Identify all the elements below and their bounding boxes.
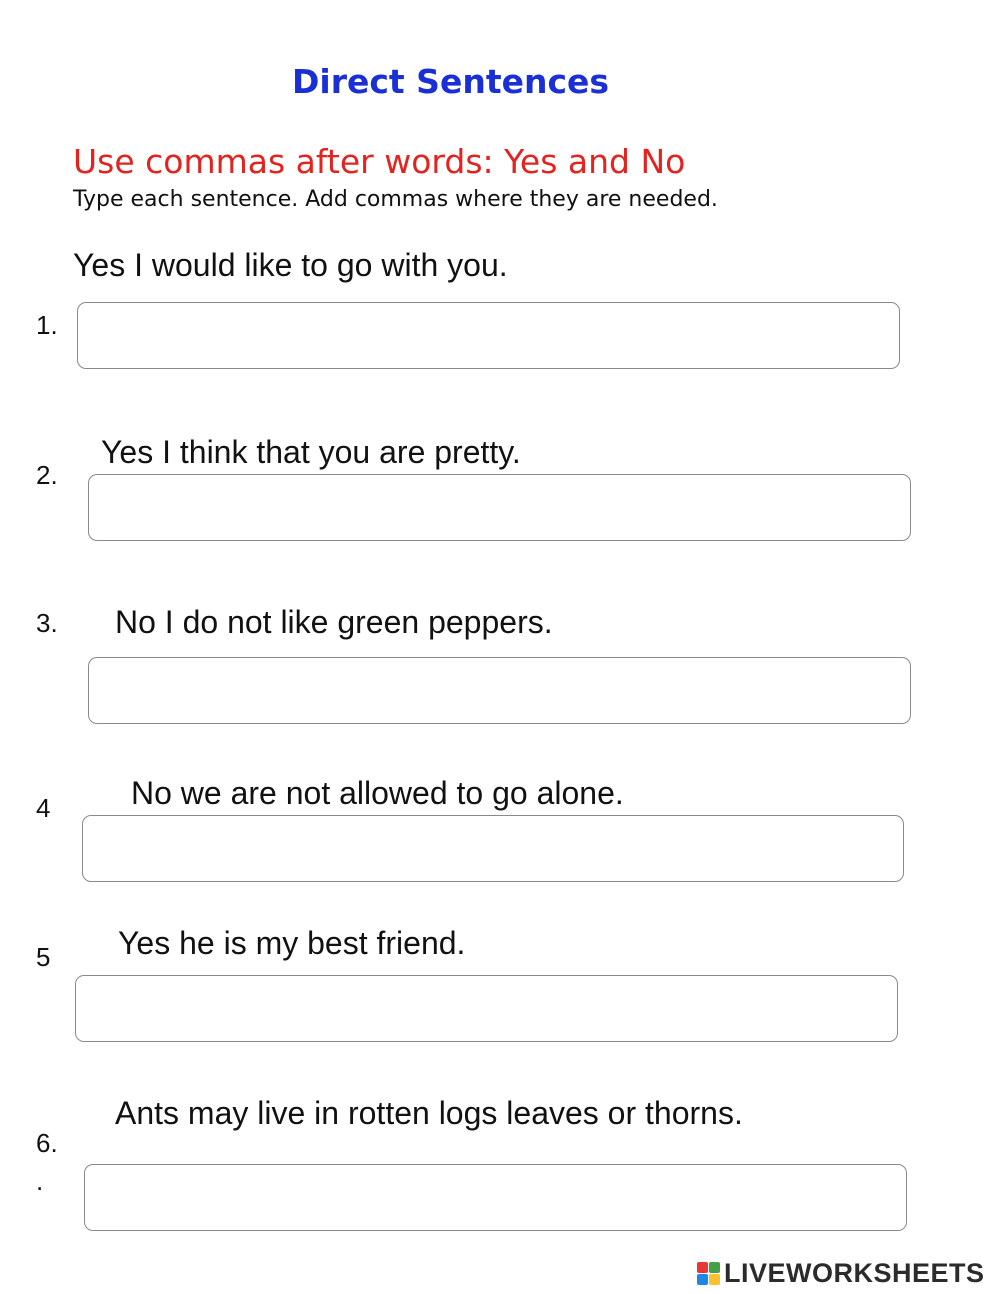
logo-text: LIVEWORKSHEETS <box>724 1258 985 1288</box>
answer-input-2[interactable] <box>88 474 911 541</box>
worksheet-subtitle: Use commas after words: Yes and No <box>73 142 686 181</box>
answer-input-4[interactable] <box>82 815 904 882</box>
logo-square-blue <box>697 1274 708 1285</box>
worksheet-title: Direct Sentences <box>292 62 610 101</box>
item-number-1: 1. <box>36 310 58 340</box>
item-number-3: 3. <box>36 608 58 638</box>
answer-input-1[interactable] <box>77 302 900 369</box>
item-number-2: 2. <box>36 460 58 490</box>
sentence-5: Yes he is my best friend. <box>118 925 466 961</box>
logo-square-green <box>709 1262 720 1273</box>
item-6-extra-mark: . <box>36 1166 44 1196</box>
sentence-4: No we are not allowed to go alone. <box>131 775 624 811</box>
worksheet-instructions: Type each sentence. Add commas where they are needed. <box>73 187 718 212</box>
liveworksheets-logo-icon <box>697 1262 720 1285</box>
sentence-6: Ants may live in rotten logs leaves or thorns. <box>115 1095 743 1131</box>
item-number-4: 4 <box>36 793 51 823</box>
sentence-3: No I do not like green peppers. <box>115 604 553 640</box>
logo-square-red <box>697 1262 708 1273</box>
answer-input-6[interactable] <box>84 1164 907 1231</box>
liveworksheets-logo <box>697 1258 985 1289</box>
sentence-2: Yes I think that you are pretty. <box>101 434 521 470</box>
answer-input-5[interactable] <box>75 975 898 1042</box>
answer-input-3[interactable] <box>88 657 911 724</box>
item-number-6: 6. <box>36 1128 58 1158</box>
item-number-5: 5 <box>36 942 51 972</box>
logo-square-yellow <box>709 1274 720 1285</box>
sentence-1: Yes I would like to go with you. <box>73 247 508 283</box>
